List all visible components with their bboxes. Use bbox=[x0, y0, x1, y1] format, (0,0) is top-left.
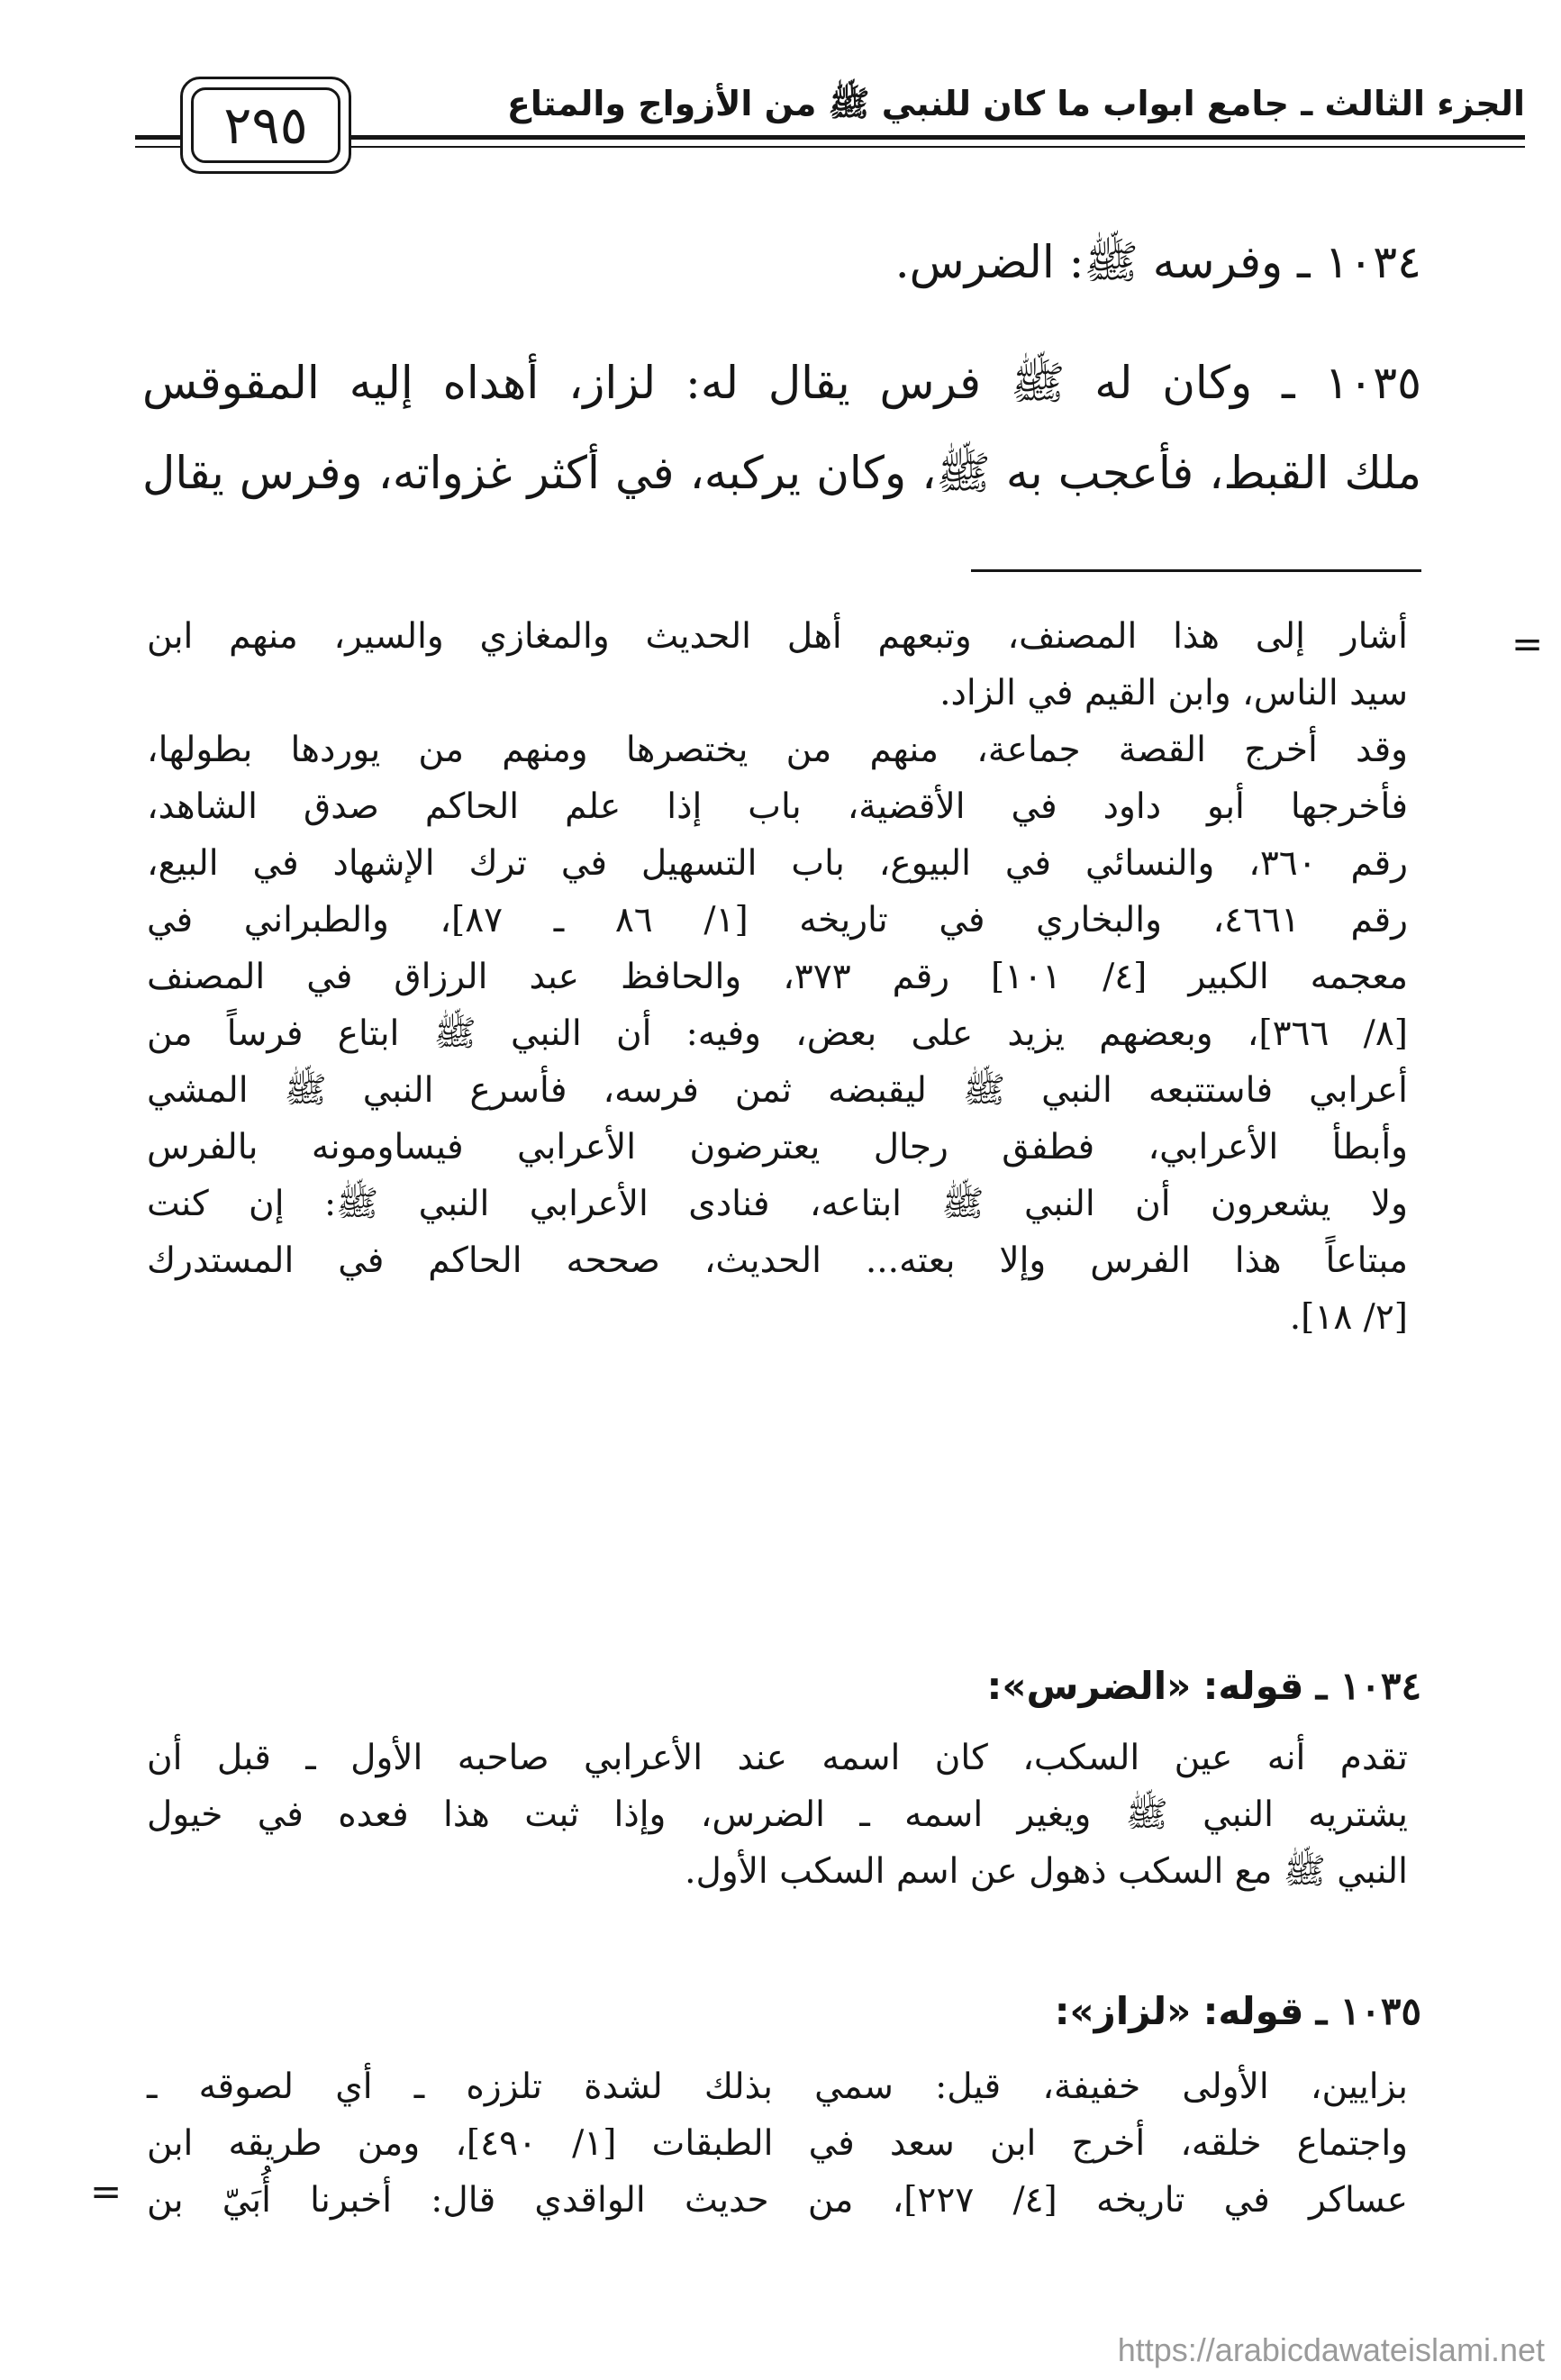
footnote-line: فأخرجها أبو داود في الأقضية، باب إذا علم الحاكم صدق الشاهد، bbox=[147, 786, 1408, 827]
footnote-separator bbox=[971, 569, 1421, 572]
note-1034-heading bbox=[611, 1659, 1421, 1713]
note-1035-heading bbox=[611, 1985, 1421, 2039]
entry-1035-line: ملك القبط، فأعجب به ﷺ، وكان يركبه، في أكثر غزواته، وفرس يقال bbox=[142, 447, 1421, 499]
footnote-continuation bbox=[147, 608, 1408, 1346]
continuation-mark-end: = bbox=[90, 2169, 123, 2213]
footnote-line: وقد أخرج القصة جماعة، منهم من يختصرها ومنهم من يوردها بطولها، bbox=[147, 730, 1408, 770]
watermark-url: https://arabicdawateislami.net bbox=[1117, 2331, 1545, 2368]
page-number: ٢٩٥ bbox=[191, 87, 340, 163]
note-1035-body bbox=[147, 2058, 1408, 2229]
entry-1034: ١٠٣٤ ـ وفرسه ﷺ: الضرس. bbox=[894, 236, 1421, 288]
footnote-line: يشتريه النبي ﷺ ويغير اسمه ـ الضرس، وإذا ثبت هذا فعده في خيول bbox=[147, 1794, 1408, 1835]
footnote-line: سيد الناس، وابن القيم في الزاد. bbox=[939, 673, 1408, 713]
note-lead: قوله: bbox=[1203, 1664, 1304, 1708]
note-number: ١٠٣٥ ـ bbox=[1315, 1989, 1421, 2033]
footnote-line: النبي ﷺ مع السكب ذهول عن اسم السكب الأول. bbox=[685, 1851, 1408, 1892]
footnote-line: [٨/ ٣٦٦]، وبعضهم يزيد على بعض، وفيه: أن النبي ﷺ ابتاع فرساً من bbox=[147, 1013, 1408, 1054]
footnote-line: [٢/ ١٨]. bbox=[1289, 1297, 1408, 1338]
note-number: ١٠٣٤ ـ bbox=[1315, 1664, 1421, 1708]
footnote-line: بزايين، الأولى خفيفة، قيل: سمي بذلك لشدة تلززه ـ أي لصوقه ـ bbox=[147, 2067, 1408, 2107]
footnote-line: عساكر في تاريخه [٤/ ٢٢٧]، من حديث الواقدي قال: أخبرنا أُبَيّ بن bbox=[147, 2180, 1408, 2221]
footnote-line: واجتماع خلقه، أخرج ابن سعد في الطبقات [١/ ٤٩٠]، ومن طريقه ابن bbox=[147, 2123, 1408, 2164]
footnote-line: أشار إلى هذا المصنف، وتبعهم أهل الحديث والمغازي والسير، منهم ابن bbox=[147, 616, 1408, 657]
note-lead: قوله: bbox=[1203, 1989, 1304, 2033]
footnote-line: معجمه الكبير [٤/ ١٠١] رقم ٣٧٣، والحافظ عبد الرزاق في المصنف bbox=[147, 957, 1408, 997]
entry-1035-line: ١٠٣٥ ـ وكان له ﷺ فرس يقال له: لزاز، أهداه إليه المقوقس bbox=[142, 357, 1421, 409]
entry-1035 bbox=[142, 338, 1421, 518]
note-keyword: «الضرس»: bbox=[986, 1664, 1192, 1708]
footnote-line: ولا يشعرون أن النبي ﷺ ابتاعه، فنادى الأعرابي النبي ﷺ: إن كنت bbox=[147, 1184, 1408, 1224]
continuation-mark: = bbox=[1511, 622, 1544, 666]
running-title: الجزء الثالث ـ جامع ابواب ما كان للنبي ﷺ من الأزواج والمتاع bbox=[506, 84, 1525, 123]
footnote-line: رقم ٣٦٠، والنسائي في البيوع، باب التسهيل في ترك الإشهاد في البيع، bbox=[147, 843, 1408, 884]
footnote-line: وأبطأ الأعرابي، فطفق رجال يعترضون الأعرابي فيساومونه بالفرس bbox=[147, 1127, 1408, 1167]
footnote-line: تقدم أنه عين السكب، كان اسمه عند الأعرابي صاحبه الأول ـ قبل أن bbox=[147, 1738, 1408, 1778]
footnote-line: رقم ٤٦٦١، والبخاري في تاريخه [١/ ٨٦ ـ ٨٧]، والطبراني في bbox=[147, 900, 1408, 940]
note-keyword: «لزاز»: bbox=[1054, 1989, 1192, 2033]
footnote-line: مبتاعاً هذا الفرس وإلا بعته... الحديث، صححه الحاكم في المستدرك bbox=[147, 1240, 1408, 1281]
note-1034-body bbox=[147, 1730, 1408, 1900]
footnote-line: أعرابي فاستتبعه النبي ﷺ ليقبضه ثمن فرسه، فأسرع النبي ﷺ المشي bbox=[147, 1070, 1408, 1111]
